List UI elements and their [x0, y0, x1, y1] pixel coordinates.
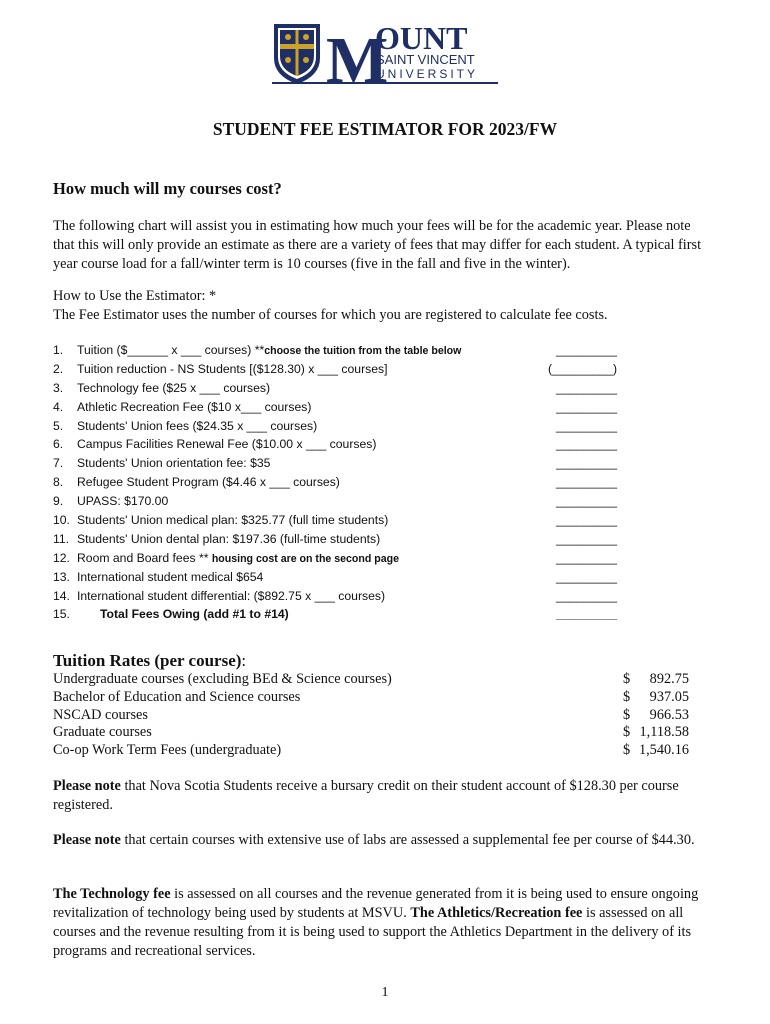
fee-row — [53, 417, 653, 436]
rate-value: 892.75 — [649, 671, 689, 687]
fee-total-label: Total Fees Owing (add #1 to #14) — [100, 607, 289, 622]
fee-row-number: 13. — [53, 569, 70, 584]
fee-amount-blank[interactable]: _________ — [556, 418, 618, 433]
fee-row-label: Students' Union fees ($24.35 x ___ courses) — [77, 418, 318, 433]
fee-amount-blank[interactable]: _________ — [556, 437, 618, 452]
fee-row-number: 4. — [53, 399, 64, 414]
fee-row — [53, 511, 653, 530]
fee-row — [53, 341, 653, 360]
rate-currency: $ — [623, 724, 631, 741]
fee-row-number: 11. — [53, 531, 70, 546]
rate-currency: $ — [623, 706, 631, 723]
fee-row-label: Students' Union medical plan: $325.77 (full time students) — [77, 513, 389, 528]
fee-amount-blank[interactable]: (_________) — [548, 361, 618, 376]
rate-row — [53, 671, 693, 689]
logo-big-m: M — [326, 24, 389, 94]
fee-row-number: 1. — [53, 343, 64, 357]
fee-amount-blank[interactable]: _________ — [556, 569, 618, 584]
fee-row-label: Students' Union dental plan: $197.36 (full-time students) — [77, 531, 381, 546]
fee-row-label: Campus Facilities Renewal Fee ($10.00 x ___ courses) — [77, 437, 377, 452]
page-number: 1 — [381, 985, 389, 1000]
rate-row — [53, 742, 693, 760]
university-logo — [270, 18, 500, 94]
fee-amount-blank[interactable]: _________ — [556, 550, 618, 565]
fee-row-number: 14. — [53, 588, 70, 603]
rate-label: Bachelor of Education and Science courses — [53, 688, 301, 705]
fee-row-number: 3. — [53, 380, 64, 395]
fee-amount-blank[interactable]: _________ — [556, 513, 618, 528]
fee-total-row — [53, 605, 653, 624]
fee-row-number: 2. — [53, 361, 64, 376]
fee-row-label: Refugee Student Program ($4.46 x ___ courses) — [77, 475, 340, 490]
fee-row — [53, 454, 653, 473]
fee-row-label: Technology fee ($25 x ___ courses) — [77, 380, 271, 395]
rate-value: 1,540.16 — [638, 742, 689, 759]
fee-row-number: 6. — [53, 437, 64, 452]
fee-row-number: 5. — [53, 418, 64, 433]
fee-row-number: 12. — [53, 550, 70, 565]
fee-row — [53, 587, 653, 606]
rate-label: Co-op Work Term Fees (undergraduate) — [53, 742, 282, 759]
fee-amount-blank[interactable]: _________ — [556, 475, 618, 490]
rate-value: 966.53 — [649, 706, 689, 723]
logo-word-ount: OUNT — [375, 20, 468, 56]
rate-label: NSCAD courses — [53, 706, 148, 723]
fee-row-label: Athletic Recreation Fee ($10 x___ courses) — [77, 399, 312, 414]
fee-total-blank[interactable]: _________ — [556, 607, 618, 622]
fee-row-number: 7. — [53, 456, 64, 471]
fee-row-label: International student medical $654 — [77, 569, 264, 584]
fee-row-note: choose the tuition from the table below — [264, 345, 462, 357]
note-lab-fee: Please note that certain courses with extensive use of labs are assessed a supplemental fee per course of $44.30. — [53, 832, 695, 848]
fee-row-number: 10. — [53, 513, 70, 528]
fee-row-note: housing cost are on the second page — [211, 552, 400, 565]
rate-value: 1,118.58 — [639, 724, 689, 741]
rates-heading: Tuition Rates (per course): — [53, 651, 247, 670]
logo-word-saint-vincent: SAINT VINCENT — [376, 52, 475, 67]
crest-icon — [274, 24, 320, 84]
rate-label: Undergraduate courses (excluding BEd & Science courses) — [53, 671, 392, 687]
fee-row — [53, 473, 653, 492]
howto-line-2: The Fee Estimator uses the number of courses for which you are registered to calculate fee costs. — [53, 307, 608, 323]
intro-paragraph: The following chart will assist you in estimating how much your fees will be for the academic year. Please note that this will only provide an estimate as there are a variety of fees that may differ for each student. A typical first year course load for a fall/winter term is 10 courses (five in the fall and five in the winter). — [53, 218, 702, 272]
fee-amount-blank[interactable]: _________ — [556, 531, 618, 546]
fee-row — [53, 568, 653, 587]
fee-row — [53, 398, 653, 417]
fee-amount-blank[interactable]: _________ — [556, 456, 618, 471]
rates-table — [53, 671, 693, 760]
fee-amount-blank[interactable]: _________ — [556, 588, 618, 603]
fee-amount-blank[interactable]: _________ — [556, 399, 618, 414]
fee-row-label: Students' Union orientation fee: $35 — [77, 456, 271, 471]
rate-value: 937.05 — [649, 688, 689, 705]
fee-row-label: Tuition ($______ x ___ courses) **choose the tuition from the table below — [77, 343, 462, 357]
rate-currency: $ — [623, 742, 631, 759]
fee-amount-blank[interactable]: _________ — [556, 380, 618, 395]
fee-row-number: 15. — [53, 607, 70, 622]
rate-currency: $ — [623, 671, 631, 687]
rate-row — [53, 689, 693, 707]
fee-row-number: 8. — [53, 475, 64, 490]
rate-row — [53, 707, 693, 725]
page-title: STUDENT FEE ESTIMATOR FOR 2023/FW — [212, 119, 558, 139]
fee-row — [53, 379, 653, 398]
logo-word-university: UNIVERSITY — [376, 67, 479, 81]
rate-currency: $ — [623, 688, 631, 705]
fee-row-label: Room and Board fees ** housing cost are on the second page — [77, 550, 400, 565]
fee-list — [53, 341, 653, 624]
howto-paragraph — [53, 287, 713, 325]
fee-row — [53, 549, 653, 568]
fee-amount-blank[interactable]: _________ — [556, 494, 618, 509]
note-ns-bursary: Please note that Nova Scotia Students receive a bursary credit on their student account of $128.30 per course registered. — [53, 778, 679, 813]
fee-row-label: UPASS: $170.00 — [77, 494, 169, 509]
section-heading: How much will my courses cost? — [53, 179, 282, 198]
rate-row — [53, 724, 693, 742]
rate-label: Graduate courses — [53, 724, 152, 741]
fee-row — [53, 360, 653, 379]
fee-row — [53, 435, 653, 454]
fee-row — [53, 492, 653, 511]
fee-row-label: International student differential: ($892.75 x ___ courses) — [77, 588, 386, 603]
howto-line-1: How to Use the Estimator: * — [53, 288, 217, 304]
note-technology-athletics: The Technology fee is assessed on all courses and the revenue generated from it is being used to ensure ongoing revitalization of technology being used by students at MSVU. The Athletics/Recreation fee is assessed on all courses and the revenue resulting from it is being used to support the Athletics Department in the delivery of its programs and recreational services. — [53, 886, 699, 959]
fee-row — [53, 530, 653, 549]
fee-row-number: 9. — [53, 494, 64, 509]
fee-amount-blank[interactable]: _________ — [556, 343, 618, 357]
fee-row-label: Tuition reduction - NS Students [($128.30) x ___ courses] — [77, 361, 388, 376]
